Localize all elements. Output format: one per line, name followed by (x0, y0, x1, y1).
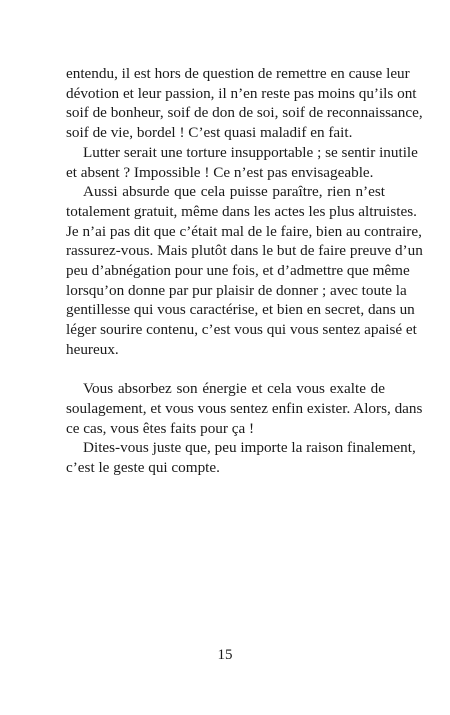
text-line: peu d’abnégation pour une fois, et d’admettre que même (66, 262, 410, 280)
paragraph-gap (66, 360, 385, 380)
text-line: soif de bonheur, soif de don de soi, soif de reconnaissance, (66, 104, 423, 122)
text-line: c’est le geste qui compte. (66, 459, 220, 477)
body-text (66, 64, 423, 478)
text-line: entendu, il est hors de question de remettre en cause leur (66, 65, 410, 82)
text-line: Je n’ai pas dit que c’était mal de le faire, bien au contraire, (66, 222, 422, 240)
text-line: et absent ? Impossible ! Ce n’est pas envisageable. (66, 163, 374, 181)
text-line: Aussi absurde que cela puisse paraître, rien n’est (83, 183, 385, 201)
text-line: Vous absorbez son énergie et cela vous exalte de (83, 380, 385, 398)
text-line: ce cas, vous êtes faits pour ça ! (66, 419, 255, 437)
text-line: Lutter serait une torture insupportable ; se sentir inutile (83, 143, 418, 161)
text-line: léger sourire contenu, c’est vous qui vous sentez apaisé et (66, 321, 417, 339)
text-line: heureux. (66, 340, 119, 358)
text-line: Dites-vous juste que, peu importe la raison finalement, (83, 439, 416, 457)
text-line: gentillesse qui vous caractérise, et bien en secret, dans un (66, 301, 415, 319)
text-line: soulagement, et vous vous sentez enfin exister. Alors, dans (66, 399, 423, 417)
page-number: 15 (217, 647, 233, 663)
text-line: lorsqu’on donne par pur plaisir de donner ; avec toute la (66, 281, 407, 299)
text-line: dévotion et leur passion, il n’en reste pas moins qu’ils ont (66, 84, 417, 102)
text-line: rassurez-vous. Mais plutôt dans le but de faire preuve d’un (66, 242, 423, 260)
text-line: totalement gratuit, même dans les actes les plus altruistes. (66, 202, 417, 220)
text-line: soif de vie, bordel ! C’est quasi maladif en fait. (66, 124, 353, 142)
